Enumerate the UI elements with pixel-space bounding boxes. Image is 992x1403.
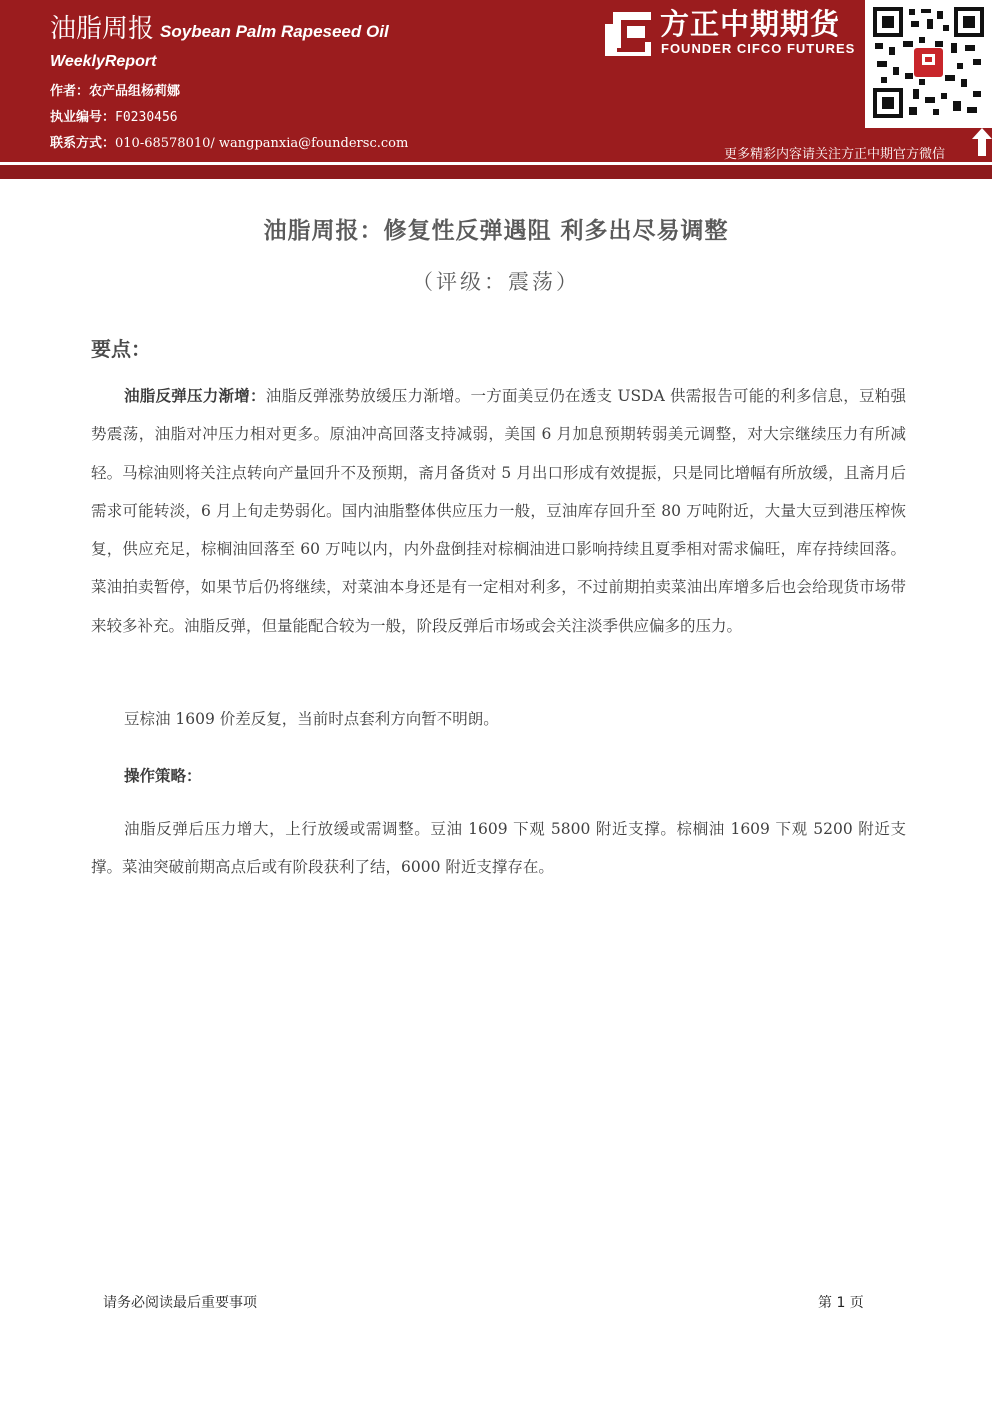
contact-line [50,132,408,151]
report-subtitle: WeeklyReport [50,53,157,70]
paragraph-key-points [91,377,906,645]
license-value: F0230456 [115,110,178,125]
license-label: 执业编号： [50,110,116,125]
contact-label: 联系方式： [50,136,116,151]
strategy-heading: 操作策略： [124,767,202,785]
document-rating: （评级：震荡） [412,270,580,294]
header-stripe [0,165,992,179]
contact-value: 010-68578010/ wangpanxia@foundersc.com [115,136,409,151]
paragraph-strategy: 油脂反弹后压力增大，上行放缓或需调整。豆油 1609 下观 5800 附近支撑。棕榈油 1609 下观 5200 附近支撑。菜油突破前期高点后或有阶段获利了结，6000 附近支撑存在。 [91,820,906,877]
paragraph-body: 油脂反弹涨势放缓压力渐增。一方面美豆仍在透支 USDA 供需报告可能的利多信息，豆粕强势震荡，油脂对冲压力相对更多。原油冲高回落支持减弱，美国 6 月加息预期转弱美元调整，对大宗继续压力有所减轻。马棕油则将关注点转向产量回升不及预期，斋月备货对 5 月出口形成有效提振，只是同比增幅有所放缓，且斋月后需求可能转淡，6 月上旬走势弱化。国内油脂整体供应压力一般，豆油库存回升至 80 万吨附近，大量大豆到港压榨恢复，供应充足，棕榈油回落至 60 万吨以内，内外盘倒挂对棕榈油进口影响持续且夏季相对需求偏旺，库存持续回落。菜油拍卖暂停，如果节后仍将继续，对菜油本身还是有一定相对利多，不过前期拍卖菜油出库增多后也会给现货市场带来较多补充。油脂反弹，但量能配合较为一般，阶段反弹后市场或会关注淡季供应偏多的压力。 [91,387,906,635]
footer-disclaimer-note: 请务必阅读最后重要事项 [103,1295,257,1311]
author-line [50,80,180,99]
qr-code-panel [865,0,992,128]
paragraph-spread: 豆棕油 1609 价差反复，当前时点套利方向暂不明朗。 [124,710,499,728]
report-title-en: Soybean Palm Rapeseed Oil [160,22,389,41]
brand-name-en: FOUNDER CIFCO FUTURES [661,41,856,56]
page-number: 第 1 页 [818,1295,864,1311]
key-points-heading: 要点： [91,337,151,361]
document-title: 油脂周报：修复性反弹遇阻 利多出尽易调整 [263,218,729,244]
qr-code-icon [873,7,984,118]
report-title [50,8,389,45]
author-label: 作者： [50,84,90,99]
founder-logo-icon [603,8,653,56]
paragraph-lead: 油脂反弹压力渐增： [124,387,266,405]
license-line [50,106,178,125]
follow-wechat-note: 更多精彩内容请关注方正中期官方微信 [724,147,946,162]
brand-name-cn: 方正中期期货 [660,7,841,41]
arrow-up-icon [972,128,992,156]
report-title-cn: 油脂周报 [50,14,155,44]
author-value: 农产品组杨莉娜 [89,84,181,99]
